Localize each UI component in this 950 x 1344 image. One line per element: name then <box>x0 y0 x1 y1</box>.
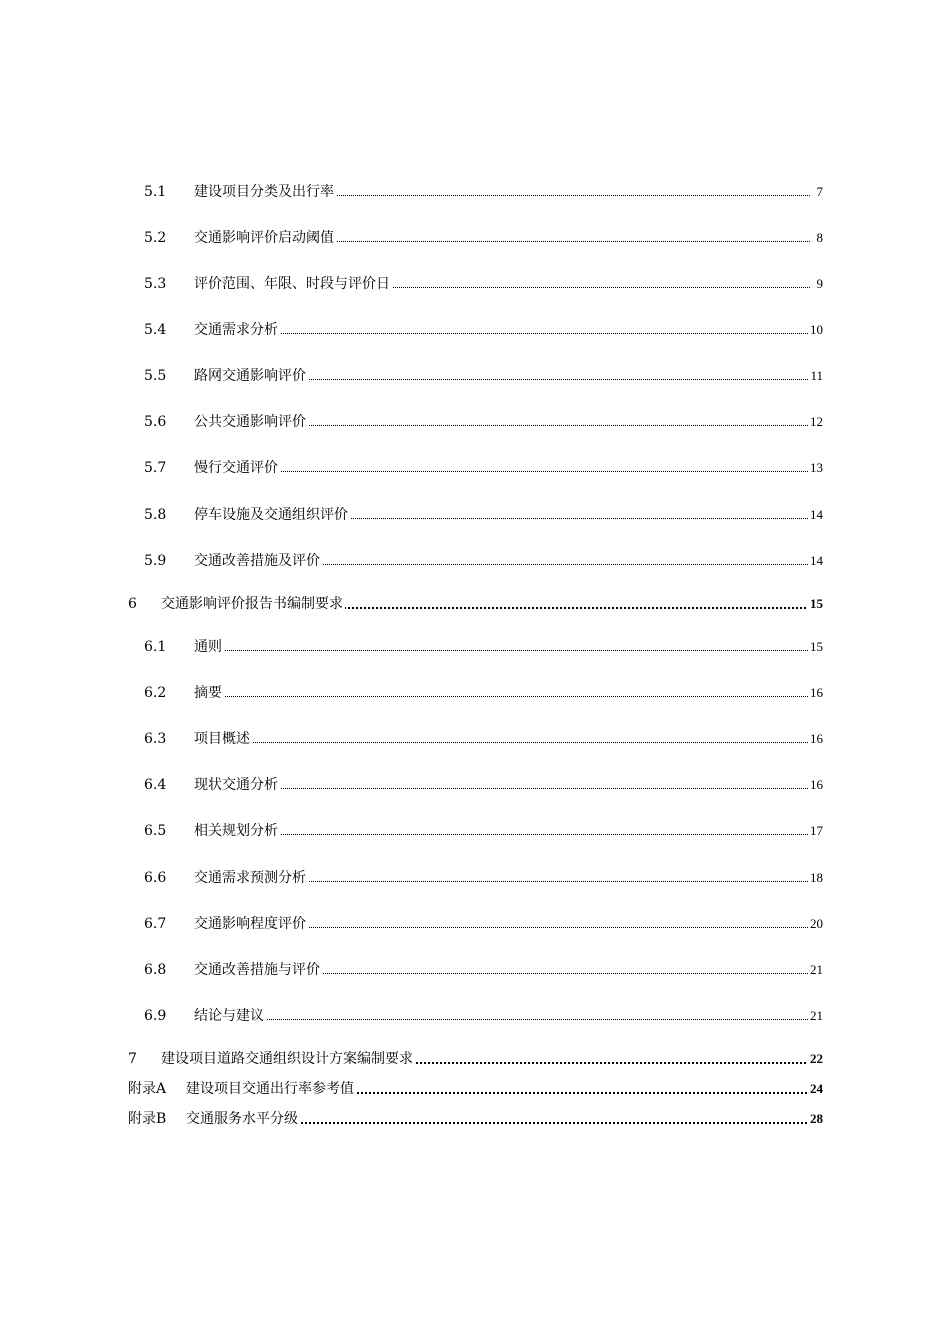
toc-entry-number: 附录A <box>128 1081 167 1097</box>
toc-entry[interactable] <box>0 635 950 659</box>
toc-appendix-entry[interactable] <box>0 1107 950 1131</box>
toc-entry-number: 6.1 <box>144 639 167 655</box>
toc-entry-page: 21 <box>808 958 823 982</box>
toc-entry-title: 交通服务水平分级 <box>186 1107 300 1131</box>
toc-chapter-entry[interactable] <box>0 1047 950 1071</box>
toc-entry-number: 5.8 <box>144 507 167 523</box>
toc-dot-leader <box>194 742 810 743</box>
toc-entry-title: 结论与建议 <box>194 1004 266 1028</box>
toc-entry-number: 5.4 <box>144 322 167 338</box>
toc-entry[interactable] <box>0 681 950 705</box>
toc-entry-page: 15 <box>808 592 823 616</box>
toc-entry[interactable] <box>0 180 950 204</box>
toc-entry-number: 6.6 <box>144 870 167 886</box>
toc-entry[interactable] <box>0 364 950 388</box>
toc-entry-title: 建设项目分类及出行率 <box>194 180 336 204</box>
toc-entry-page: 16 <box>808 773 823 797</box>
toc-entry-number: 5.3 <box>144 276 167 292</box>
toc-entry-number: 5.1 <box>144 184 167 200</box>
toc-entry-number: 6.5 <box>144 823 167 839</box>
toc-entry[interactable] <box>0 958 950 982</box>
toc-chapter-entry[interactable] <box>0 592 950 616</box>
toc-entry[interactable] <box>0 773 950 797</box>
toc-dot-leader <box>194 1019 810 1020</box>
toc-entry-page: 21 <box>808 1004 823 1028</box>
toc-entry-title: 停车设施及交通组织评价 <box>194 503 350 527</box>
toc-entry-number: 附录B <box>128 1111 167 1127</box>
toc-dot-leader <box>194 650 810 651</box>
toc-entry-page: 8 <box>815 226 824 250</box>
toc-entry-title: 公共交通影响评价 <box>194 410 308 434</box>
toc-entry[interactable] <box>0 1004 950 1028</box>
toc-entry[interactable] <box>0 866 950 890</box>
toc-entry-title: 交通改善措施及评价 <box>194 549 322 573</box>
toc-entry-title: 交通改善措施与评价 <box>194 958 322 982</box>
toc-entry-page: 16 <box>808 681 823 705</box>
toc-entry-page: 24 <box>808 1077 823 1101</box>
toc-entry-page: 18 <box>808 866 823 890</box>
toc-entry[interactable] <box>0 456 950 480</box>
toc-entry-page: 10 <box>808 318 823 342</box>
toc-entry-title: 项目概述 <box>194 727 252 751</box>
toc-dot-leader <box>194 471 810 472</box>
toc-entry[interactable] <box>0 819 950 843</box>
toc-entry-page: 7 <box>815 180 824 204</box>
toc-entry-title: 交通需求分析 <box>194 318 280 342</box>
toc-dot-leader <box>194 788 810 789</box>
toc-entry[interactable] <box>0 318 950 342</box>
toc-entry-number: 6.9 <box>144 1008 167 1024</box>
toc-dot-leader <box>194 834 810 835</box>
toc-entry[interactable] <box>0 226 950 250</box>
toc-entry-number: 5.6 <box>144 414 167 430</box>
toc-entry-page: 15 <box>808 635 823 659</box>
toc-entry-page: 14 <box>808 503 823 527</box>
toc-entry[interactable] <box>0 272 950 296</box>
toc-entry-title: 建设项目道路交通组织设计方案编制要求 <box>161 1047 415 1071</box>
toc-entry-title: 交通影响评价启动阈值 <box>194 226 336 250</box>
toc-entry-number: 5.2 <box>144 230 167 246</box>
toc-dot-leader <box>194 333 810 334</box>
toc-entry-number: 6.4 <box>144 777 167 793</box>
toc-entry-number: 6.7 <box>144 916 167 932</box>
toc-entry-number: 6.3 <box>144 731 167 747</box>
toc-entry-number: 5.5 <box>144 368 167 384</box>
toc-entry-title: 交通需求预测分析 <box>194 866 308 890</box>
toc-entry-title: 路网交通影响评价 <box>194 364 308 388</box>
toc-entry-number: 5.9 <box>144 553 167 569</box>
toc-entry-page: 28 <box>808 1107 823 1131</box>
toc-entry-number: 7 <box>128 1051 137 1067</box>
toc-entry-title: 通则 <box>194 635 224 659</box>
toc-entry-page: 11 <box>808 364 823 388</box>
toc-entry-title: 建设项目交通出行率参考值 <box>186 1077 356 1101</box>
toc-entry-page: 13 <box>808 456 823 480</box>
toc-entry-title: 相关规划分析 <box>194 819 280 843</box>
toc-entry[interactable] <box>0 503 950 527</box>
toc-entry-page: 17 <box>808 819 823 843</box>
toc-entry-title: 慢行交通评价 <box>194 456 280 480</box>
toc-entry-page: 9 <box>815 272 824 296</box>
toc-entry-title: 交通影响评价报告书编制要求 <box>161 592 345 616</box>
toc-entry-title: 交通影响程度评价 <box>194 912 308 936</box>
toc-entry-page: 14 <box>808 549 823 573</box>
toc-entry[interactable] <box>0 549 950 573</box>
toc-entry-page: 12 <box>808 410 823 434</box>
toc-appendix-entry[interactable] <box>0 1077 950 1101</box>
toc-entry[interactable] <box>0 727 950 751</box>
toc-dot-leader <box>194 696 810 697</box>
toc-entry-page: 22 <box>808 1047 823 1071</box>
toc-entry-number: 6.2 <box>144 685 167 701</box>
toc-entry-title: 评价范围、年限、时段与评价日 <box>194 272 392 296</box>
toc-entry-number: 6 <box>128 596 137 612</box>
toc-entry-number: 6.8 <box>144 962 167 978</box>
toc-entry-title: 摘要 <box>194 681 224 705</box>
toc-entry[interactable] <box>0 410 950 434</box>
toc-entry-number: 5.7 <box>144 460 167 476</box>
toc-entry-page: 16 <box>808 727 823 751</box>
toc-entry[interactable] <box>0 912 950 936</box>
toc-entry-page: 20 <box>808 912 823 936</box>
toc-entry-title: 现状交通分析 <box>194 773 280 797</box>
